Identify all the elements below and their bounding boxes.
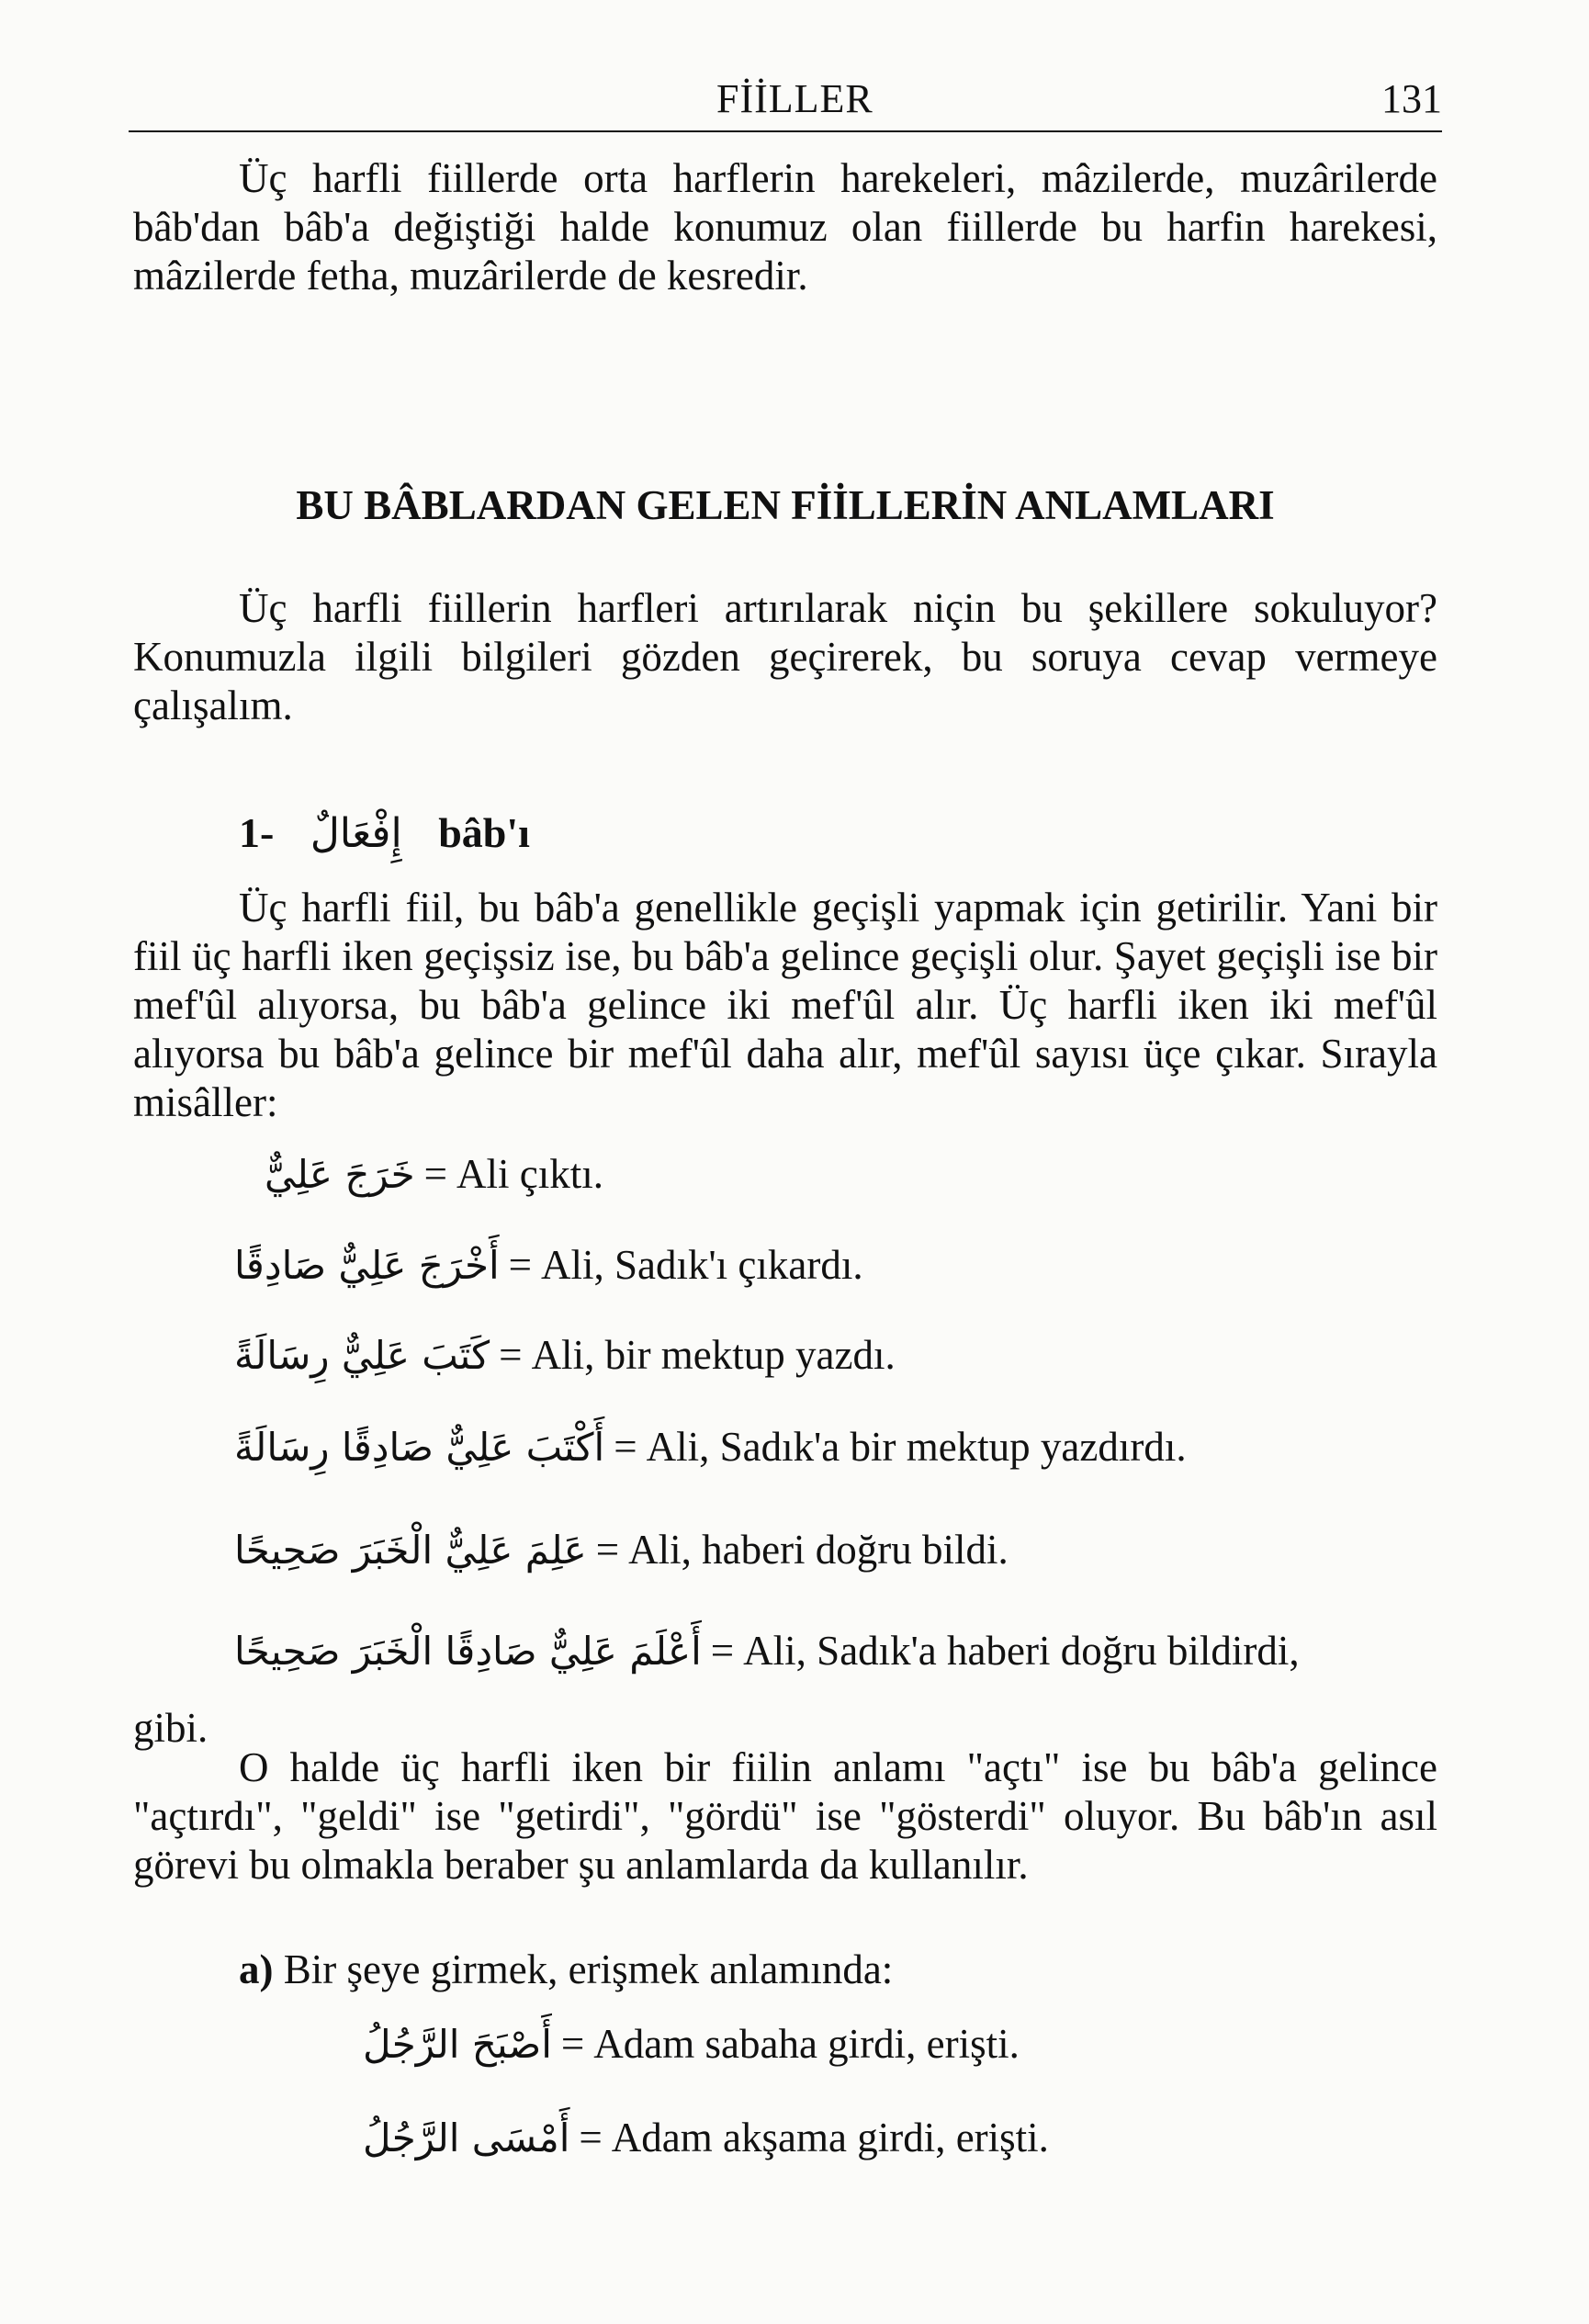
example-translation: Ali, Sadık'a bir mektup yazdırdı. [646,1424,1187,1470]
header-title: FİİLLER [716,76,873,121]
example-arabic: أَمْسَى الرَّجُلُ [363,2115,570,2160]
subsection-number: 1- [239,809,275,856]
example-arabic: خَرَجَ عَلِيٌّ [265,1152,415,1197]
example-translation: Ali çıktı. [456,1151,603,1197]
example-line [234,1619,1538,1683]
list-item-a [239,1946,893,1993]
example-arabic: أَكْتَبَ عَلِيٌّ صَادِقًا رِسَالَةً [234,1425,605,1470]
equals-sign: = [579,2115,603,2160]
example-line [234,1517,1538,1582]
item-text: Bir şeye girmek, erişmek anlamında: [283,1946,894,1992]
example-translation: Ali, bir mektup yazdı. [531,1332,896,1378]
item-marker: a) [239,1946,274,1992]
example-arabic: أَعْلَمَ عَلِيٌّ صَادِقًا الْخَبَرَ صَحِيحًا [234,1629,702,1674]
example-line [363,2012,1589,2076]
example-line [265,1142,1569,1206]
subsection-title [239,808,530,857]
equals-sign: = [560,2021,585,2067]
bab-paragraph: Üç harfli fiil, bu bâb'a genellikle geçişli yapmak için getirilir. Yani bir fiil üç harfli iken geçişsiz ise, bu bâb'a gelince geçişli olur. Şayet geçişli ise bir mef'ûl alıyorsa, bu bâb'a gelince iki mef'ûl alır. Üç harfli iken iki mef'ûl alıyorsa bu bâb'a gelince bir mef'ûl daha alır, mef'ûl sayısı üçe çıkar. Sırayla misâller: [133,885,1437,1125]
example-line [234,1233,1538,1297]
example-translation: Adam akşama girdi, erişti. [611,2115,1049,2160]
example-line [363,2105,1589,2170]
subsection-arabic: إِفْعَالٌ [310,810,402,857]
example-arabic: كَتَبَ عَلِيٌّ رِسَالَةً [234,1333,490,1378]
example-arabic: أَخْرَجَ عَلِيٌّ صَادِقًا [234,1243,500,1288]
example-arabic: أَصْبَحَ الرَّجُلُ [363,2022,552,2067]
equals-sign: = [710,1628,735,1674]
page-number: 131 [1381,76,1442,121]
equals-sign: = [508,1242,533,1288]
equals-sign: = [423,1151,447,1197]
example-translation: Ali, Sadık'ı çıkardı. [541,1242,863,1288]
example-arabic: عَلِمَ عَلِيٌّ الْخَبَرَ صَحِيحًا [234,1528,587,1573]
example-line [234,1415,1538,1479]
example-translation: Ali, Sadık'a haberi doğru bildirdi, [743,1628,1300,1674]
running-header [129,75,1442,132]
section-heading: BU BÂBLARDAN GELEN FİİLLERİN ANLAMLARI [296,482,1275,528]
equals-sign: = [499,1332,523,1378]
example-translation: Adam sabaha girdi, erişti. [593,2021,1020,2067]
equals-sign: = [595,1527,620,1573]
example-translation: Ali, haberi doğru bildi. [628,1527,1009,1573]
gibi-text: gibi. [133,1705,208,1751]
subsection-label: bâb'ı [438,809,530,856]
intro-paragraph: Üç harfli fiillerde orta harflerin harekeleri, mâzilerde, muzârilerde bâb'dan bâb'a değiştiği halde konumuz olan fiillerde bu harfin harekesi, mâzilerde fetha, muzârilerde de kesredir. [133,155,1437,299]
example-line [234,1323,1538,1387]
conclusion-paragraph: O halde üç harfli iken bir fiilin anlamı "açtı" ise bu bâb'a gelince "açtırdı", "geldi" ise "getirdi", "gördü" ise "gösterdi" oluyor. Bu bâb'ın asıl görevi bu olmakla beraber şu anlamlarda da kullanılır. [133,1744,1437,1888]
equals-sign: = [614,1424,637,1470]
question-paragraph: Üç harfli fiillerin harfleri artırılarak niçin bu şekillere sokuluyor? Konumuzla ilgili bilgileri gözden geçirerek, bu soruya cevap vermeye çalışalım. [133,585,1437,728]
